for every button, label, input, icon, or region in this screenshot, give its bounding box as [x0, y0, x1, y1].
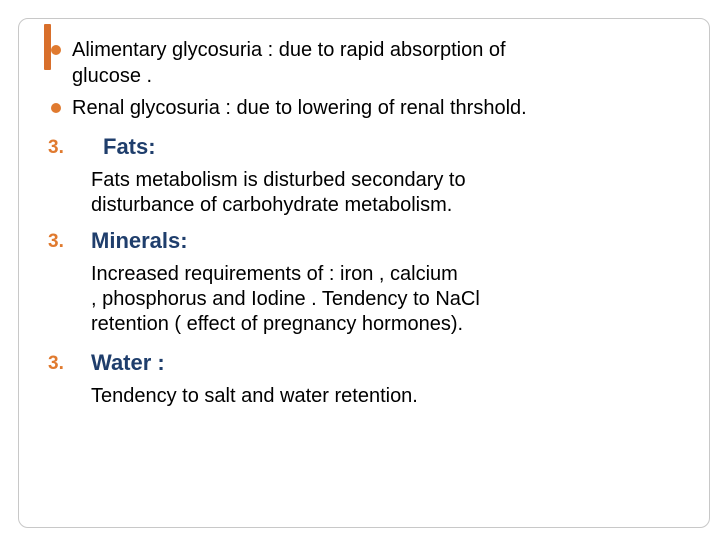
section-heading-water: Water :	[91, 350, 165, 375]
bullet-alimentary-glycosuria	[72, 37, 506, 89]
section-text-water	[91, 384, 418, 409]
bullet-line: Alimentary glycosuria : due to rapid absorption of	[72, 39, 506, 61]
section-number: 3.	[48, 137, 64, 158]
text-line: , phosphorus and Iodine . Tendency to NaCl	[91, 288, 480, 310]
section-text-fats	[91, 168, 466, 218]
bullet-renal-glycosuria	[72, 95, 527, 121]
text-line: Fats metabolism is disturbed secondary to	[91, 169, 466, 191]
text-line: Tendency to salt and water retention.	[91, 385, 418, 407]
text-line: disturbance of carbohydrate metabolism.	[91, 194, 453, 216]
bullet-line: Renal glycosuria : due to lowering of renal thrshold.	[72, 97, 527, 119]
bullet-dot-icon	[51, 103, 61, 113]
section-heading-minerals: Minerals:	[91, 228, 188, 253]
section-text-minerals	[91, 262, 480, 337]
section-number: 3.	[48, 231, 64, 252]
text-line: retention ( effect of pregnancy hormones).	[91, 313, 464, 335]
section-heading-fats: Fats:	[103, 134, 156, 159]
text-line: Increased requirements of : iron , calcium	[91, 263, 458, 285]
bullet-dot-icon	[51, 45, 61, 55]
section-number: 3.	[48, 353, 64, 374]
bullet-line: glucose .	[72, 65, 153, 87]
